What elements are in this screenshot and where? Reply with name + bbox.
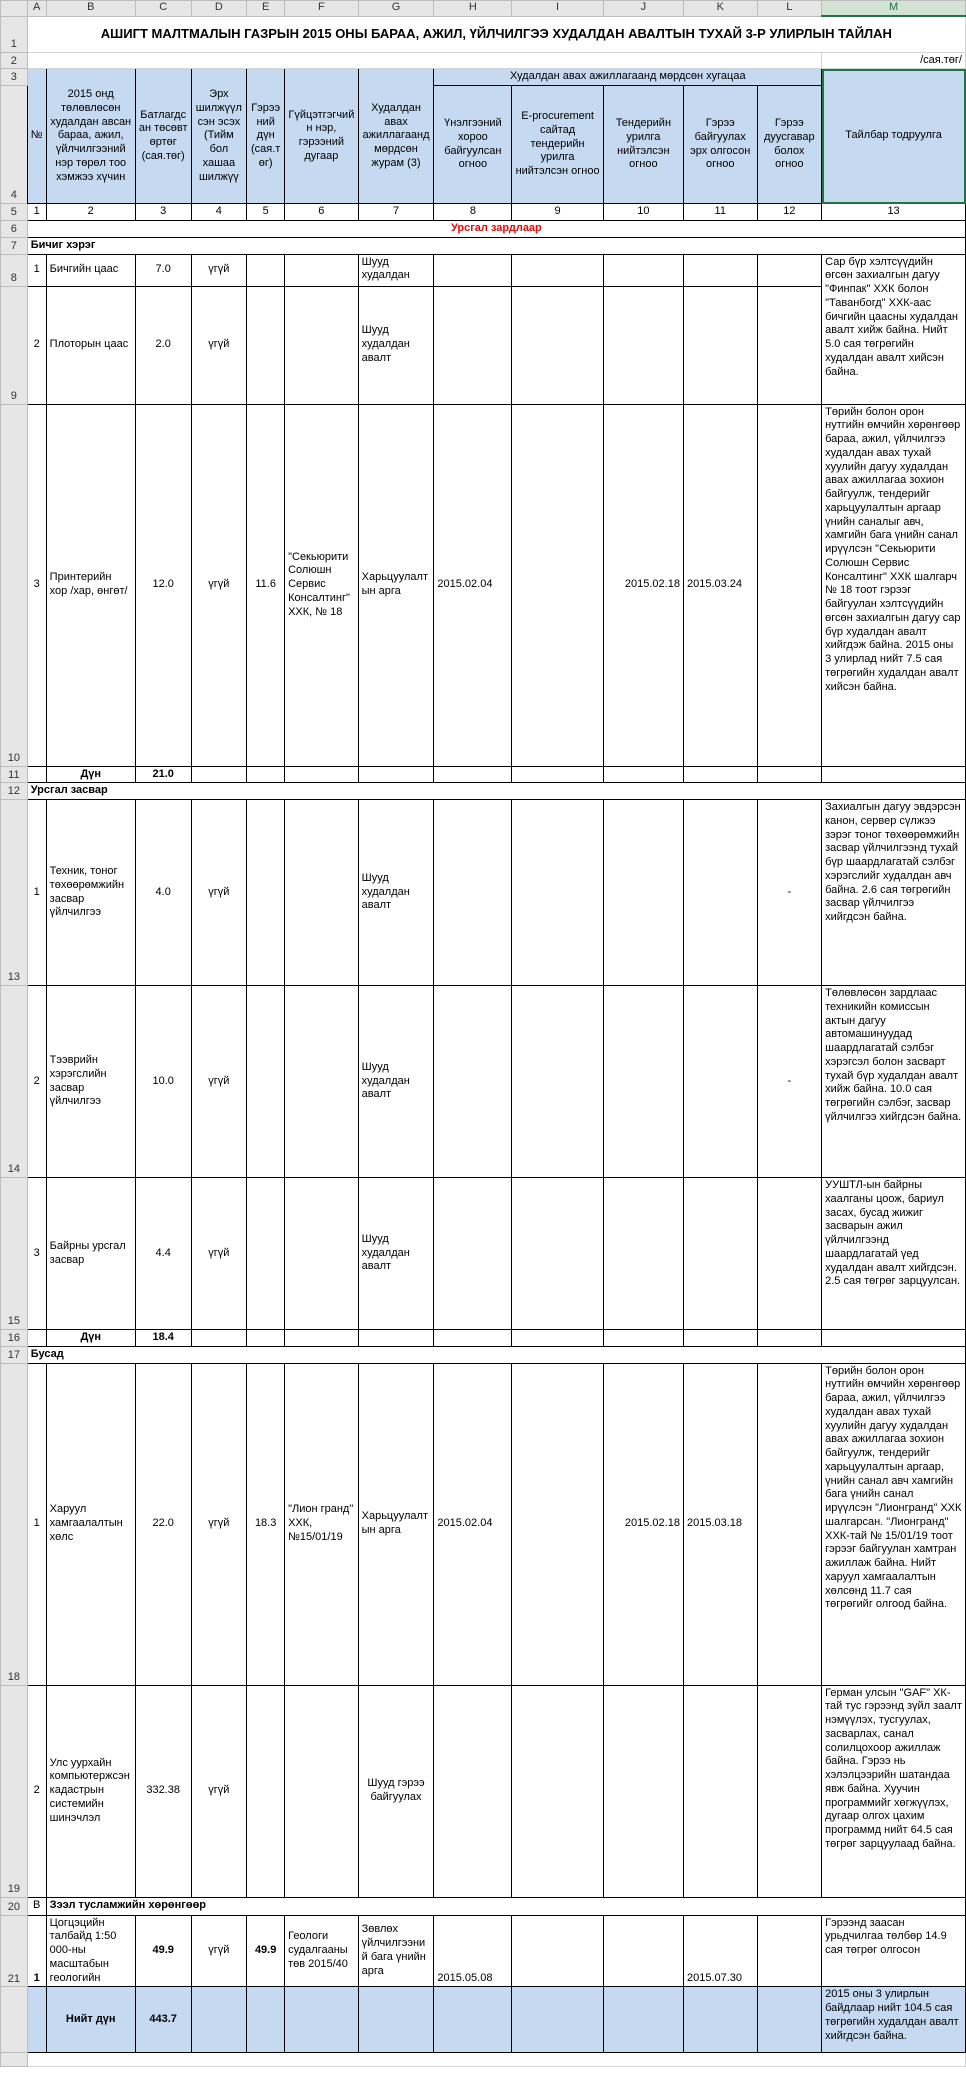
header-no[interactable]: № [27,69,46,204]
row-header[interactable]: 15 [1,1178,28,1330]
unit-label[interactable]: /сая.төг/ [822,52,966,69]
subtotal-value[interactable]: 18.4 [135,1330,191,1347]
empty-cell[interactable] [358,1987,434,2053]
empty-cell[interactable] [683,766,757,783]
row-header[interactable]: 18 [1,1363,28,1685]
empty-cell[interactable] [285,1987,359,2053]
empty-cell[interactable] [757,1685,822,1897]
empty-cell[interactable] [247,986,285,1178]
contractor[interactable]: "Секьюрити Солюшн Сервис Консалтинг" ХХК, № 18 [285,404,359,766]
empty-cell[interactable] [285,1178,359,1330]
empty-cell[interactable] [683,1330,757,1347]
row-no[interactable]: 1 [27,800,46,986]
procedure[interactable]: Шууд худалдан [358,254,434,286]
contractor[interactable]: "Лион гранд" ХХК, №15/01/19 [285,1363,359,1685]
empty-cell[interactable] [191,1987,247,2053]
empty-cell[interactable] [434,800,512,986]
column-header[interactable]: K [683,1,757,17]
header-eprocurement-date[interactable]: E-procurement сайтад тендерийн урилга нийтэлсэн огноо [512,86,603,204]
item-name[interactable]: Принтерийн хор /хар, өнгөт/ [46,404,135,766]
empty-cell[interactable] [285,986,359,1178]
column-header[interactable]: D [191,1,247,17]
empty-cell[interactable] [27,52,821,69]
empty-cell[interactable] [603,1987,683,2053]
header-item-name[interactable]: 2015 онд төлөвлөсөн худалдан авсан бараа, ажил, үйлчилгээний нэр төрөл тоо хэмжээ хүчин [46,69,135,204]
contract-right-date[interactable]: 2015.03.18 [683,1363,757,1685]
procedure[interactable]: Шууд худалдан авалт [358,986,434,1178]
empty-cell[interactable] [757,1987,822,2053]
column-number[interactable]: 4 [191,204,247,221]
empty-cell[interactable] [603,286,683,404]
empty-cell[interactable] [603,1685,683,1897]
column-header-row [1,1,966,17]
item-name[interactable]: Улс уурхайн компьютержсэн кадастрын системийн шинэчлэл [46,1685,135,1897]
empty-cell[interactable] [434,1987,512,2053]
procedure[interactable]: Харьцуулалтын арга [358,404,434,766]
header-tender-date[interactable]: Тендерийн урилга нийтэлсэн огноо [603,86,683,204]
note[interactable]: Төрийн болон орон нутгийн өмчийн хөрөнгөөр бараа, ажил, үйлчилгээ худалдан авах тухай хуулийн дагуу худалдан авах ажиллагаа зохион байгуулж, тендерийг харьцуулалтын аргаар үнийн саналыг авч, хамгийн бага үнийн санал ирүүлсэн "Секьюрити Солюшн Сервис Консалтинг" ХХК шалгарч № 18 тоот гэрээг байгуулан хэлтсүүдийн өгсөн захиалгын дагуу сар бүр худалдан авалт хийгдэж байна. 2015 оны 3 улирлад нийт 7.5 сая төгрөгийн худалдан авалт хийсэн байна. [822,404,966,766]
empty-cell[interactable] [27,766,46,783]
header-contractor[interactable]: Гүйцэтгэгчийн нэр, гэрээний дугаар [285,69,359,204]
empty-cell[interactable] [27,1330,46,1347]
column-header[interactable]: G [358,1,434,17]
item-name[interactable]: Байрны урсгал засвар [46,1178,135,1330]
contract-right-date[interactable]: 2015.03.24 [683,404,757,766]
empty-cell[interactable] [683,286,757,404]
empty-cell[interactable] [512,766,603,783]
contractor[interactable]: Геологи судалгааны төв 2015/40 [285,1915,359,1987]
header-timeline-group[interactable]: Худалдан авах ажиллагаанд мөрдсөн хугацаа [434,69,822,86]
note[interactable]: Төрийн болон орон нутгийн өмчийн хөрөнгөөр бараа, ажил, үйлчилгээ худалдан авах тухай хуулийн дагуу худалдан авах ажиллагаа зохион байгуулж, тендерийг харьцуулалтын аргаар, үнийн санал авч хамгийн бага үнийн санал ирүүлсэн "Лионгранд" ХХК шалгарсан. "Лионгранд" ХХК-тай № 15/01/19 тоот гэрээг байгуулан хамтран ажиллаж байна. Нийт харуул хамгаалалтын хөлсөнд 11.7 сая төгрөгийг олгоод байна. [822,1363,966,1685]
row-no[interactable]: 3 [27,404,46,766]
empty-cell[interactable] [683,986,757,1178]
row-header[interactable] [1,2053,28,2067]
note[interactable]: Захиалгын дагуу эвдэрсэн канон, сервер сүлжээ зэрэг тоног төхөөрөмжийн засвар үйлчилгээнд тухай бүр шаардлагатай сэлбэг хэрэгслийг худалдан авч байна. 2.6 сая төгрөгийн засвар үйлчилгээ хийгдсэн байна. [822,800,966,986]
empty-cell[interactable] [247,1987,285,2053]
column-header[interactable]: A [27,1,46,17]
column-number[interactable]: 12 [757,204,822,221]
row-header[interactable]: 20 [1,1897,28,1915]
row-header[interactable]: 5 [1,204,28,221]
row-header[interactable]: 3 [1,69,28,86]
row-header[interactable]: 2 [1,52,28,69]
empty-cell[interactable] [285,1330,359,1347]
empty-cell[interactable] [191,1330,247,1347]
empty-cell[interactable] [247,1330,285,1347]
section-repairs[interactable]: Урсгал засвар [27,783,965,800]
empty-cell[interactable] [757,404,822,766]
row-header[interactable]: 6 [1,220,28,237]
column-header[interactable]: J [603,1,683,17]
item-name[interactable]: Плоторын цаас [46,286,135,404]
empty-cell[interactable] [683,800,757,986]
row-header[interactable]: 8 [1,254,28,286]
empty-cell[interactable] [247,1178,285,1330]
empty-cell[interactable] [247,800,285,986]
procedure[interactable]: Шууд худалдан авалт [358,286,434,404]
column-number[interactable]: 8 [434,204,512,221]
committee-date[interactable]: 2015.05.08 [434,1915,512,1987]
empty-cell[interactable] [757,1178,822,1330]
row-no[interactable]: 2 [27,986,46,1178]
column-number[interactable]: 10 [603,204,683,221]
approved-budget[interactable]: 332.38 [135,1685,191,1897]
note[interactable]: Сар бүр хэлтсүүдийн өгсөн захиалгын дагуу "Финпак" ХХК болон "Таванбогд" ХХК-аас бичгийн цаасны худалдан авалт хийж байна. Нийт 5.0 сая төгрөгийн худалдан авалт хийсэн байна. [822,254,966,404]
column-header[interactable]: I [512,1,603,17]
empty-cell[interactable] [434,1330,512,1347]
item-name[interactable]: Цогцэцийн талбайд 1:50 000-ны масштабын геологийн [46,1915,135,1987]
header-approved-budget[interactable]: Батлагдсан төсөвт өртөг (сая.төг) [135,69,191,204]
subtotal-label[interactable]: Дүн [46,766,135,783]
empty-cell[interactable] [358,1330,434,1347]
approved-budget[interactable]: 7.0 [135,254,191,286]
procedure[interactable]: Зөвлөх үйлчилгээний бага үнийн арга [358,1915,434,1987]
contract-amount[interactable]: 49.9 [247,1915,285,1987]
column-number[interactable]: 9 [512,204,603,221]
empty-cell[interactable] [434,986,512,1178]
row-header[interactable]: 19 [1,1685,28,1897]
right-transfer[interactable]: үгүй [191,1178,247,1330]
empty-cell[interactable] [512,286,603,404]
header-committee-date[interactable]: Үнэлгээний хороо байгуулсан огноо [434,86,512,204]
select-all-corner[interactable] [1,1,28,17]
empty-cell[interactable] [757,1363,822,1685]
approved-budget[interactable]: 4.4 [135,1178,191,1330]
header-contract-end-date[interactable]: Гэрээ дуусгавар болох огноо [757,86,822,204]
right-transfer[interactable]: үгүй [191,404,247,766]
dash[interactable]: - [757,986,822,1178]
subtotal-value[interactable]: 21.0 [135,766,191,783]
empty-cell[interactable] [822,1330,966,1347]
grand-total-note[interactable]: 2015 оны 3 улирлын байдлаар нийт 104.5 сая төгрөгийн худалдан авалт хийгдсэн байна. [822,1987,966,2053]
right-transfer[interactable]: үгүй [191,254,247,286]
empty-cell[interactable] [434,254,512,286]
right-transfer[interactable]: үгүй [191,1915,247,1987]
committee-date[interactable]: 2015.02.04 [434,404,512,766]
right-transfer[interactable]: үгүй [191,286,247,404]
column-number[interactable]: 7 [358,204,434,221]
row-header[interactable]: 11 [1,766,28,783]
section-current-expenses[interactable]: Урсгал зардлаар [27,220,965,237]
empty-cell[interactable] [512,1915,603,1987]
column-number[interactable]: 3 [135,204,191,221]
row-header[interactable]: 16 [1,1330,28,1347]
empty-cell[interactable] [285,800,359,986]
column-header[interactable]: E [247,1,285,17]
contract-amount[interactable]: 18.3 [247,1363,285,1685]
report-title[interactable]: АШИГТ МАЛТМАЛЫН ГАЗРЫН 2015 ОНЫ БАРАА, АЖИЛ, ҮЙЛЧИЛГЭЭ ХУДАЛДАН АВАЛТЫН ТУХАЙ 3-Р УЛИРЛЫН ТАЙЛАН [27,16,965,52]
row-no[interactable]: 2 [27,286,46,404]
section-office-supplies[interactable]: Бичиг хэрэг [27,237,965,254]
empty-cell[interactable] [247,254,285,286]
column-header[interactable]: B [46,1,135,17]
column-header[interactable]: H [434,1,512,17]
row-header[interactable]: 21 [1,1915,28,1987]
empty-cell[interactable] [683,1178,757,1330]
row-header[interactable]: 17 [1,1346,28,1363]
column-header-selected[interactable]: M [822,1,966,17]
empty-cell[interactable] [512,404,603,766]
row-no[interactable]: 2 [27,1685,46,1897]
column-number[interactable]: 6 [285,204,359,221]
item-name[interactable]: Техник, тоног төхөөрөмжийн засвар үйлчилгээ [46,800,135,986]
empty-cell[interactable] [358,766,434,783]
empty-cell[interactable] [603,986,683,1178]
empty-cell[interactable] [603,800,683,986]
column-number[interactable]: 5 [247,204,285,221]
note[interactable]: Төлөвлөсөн зардлаас техникийн комиссын актын дагуу автомашинуудад шаардлагатай сэлбэг хэрэгсэл болон засварт тухай бүр худалдан авалт хийж байна. 10.0 сая төгрөгийн сэлбэг, засвар үйлчилгээ хийгдсэн байна. [822,986,966,1178]
committee-date[interactable]: 2015.02.04 [434,1363,512,1685]
row-header[interactable]: 4 [1,86,28,204]
procedure[interactable]: Шууд гэрээ байгуулах [358,1685,434,1897]
row-header[interactable]: 1 [1,16,28,52]
row-header[interactable]: 10 [1,404,28,766]
tender-date[interactable]: 2015.02.18 [603,1363,683,1685]
empty-cell[interactable] [512,986,603,1178]
approved-budget[interactable]: 2.0 [135,286,191,404]
grand-total-label[interactable]: Нийт дүн [46,1987,135,2053]
item-name[interactable]: Бичгийн цаас [46,254,135,286]
row-no[interactable]: 3 [27,1178,46,1330]
row-header[interactable]: 9 [1,286,28,404]
tender-date[interactable]: 2015.02.18 [603,404,683,766]
right-transfer[interactable]: үгүй [191,800,247,986]
column-header[interactable]: C [135,1,191,17]
row-header[interactable]: 12 [1,783,28,800]
section-loan-funds[interactable]: Зээл тусламжийн хөрөнгөөр [46,1897,965,1915]
procedure[interactable]: Шууд худалдан авалт [358,800,434,986]
row-header[interactable]: 13 [1,800,28,986]
row-no[interactable]: 1 [27,1363,46,1685]
row-no[interactable]: 1 [27,254,46,286]
empty-cell[interactable] [757,766,822,783]
empty-cell[interactable] [512,254,603,286]
approved-budget[interactable]: 49.9 [135,1915,191,1987]
approved-budget[interactable]: 4.0 [135,800,191,986]
empty-cell[interactable] [603,1915,683,1987]
empty-cell[interactable] [285,254,359,286]
empty-cell[interactable] [191,766,247,783]
empty-cell[interactable] [512,1330,603,1347]
column-number[interactable]: 1 [27,204,46,221]
empty-cell[interactable] [285,286,359,404]
header-contract-right-date[interactable]: Гэрээ байгуулах эрх олгосон огноо [683,86,757,204]
approved-budget[interactable]: 12.0 [135,404,191,766]
empty-cell[interactable] [757,286,822,404]
item-name[interactable]: Тээврийн хэрэгслийн засвар үйлчилгээ [46,986,135,1178]
dash[interactable]: - [757,800,822,986]
note[interactable]: УУШТЛ-ын байрны хаалганы цоож, бариул засах, бусад жижиг засварын ажил үйлчилгээнд шаардлагатай үед худалдан авалт хийгдсэн. 2.5 сая төгрөг зарцуулсан. [822,1178,966,1330]
empty-cell[interactable] [683,1685,757,1897]
column-number[interactable]: 13 [822,204,966,221]
note[interactable]: Гэрээнд заасан урьдчилгаа төлбөр 14.9 сая төгрөг олгосон [822,1915,966,1987]
header-procedure[interactable]: Худалдан авах ажиллагаанд мөрдсөн журам (3) [358,69,434,204]
empty-cell[interactable] [603,766,683,783]
right-transfer[interactable]: үгүй [191,986,247,1178]
contract-amount[interactable]: 11.6 [247,404,285,766]
section-other[interactable]: Бусад [27,1346,965,1363]
approved-budget[interactable]: 10.0 [135,986,191,1178]
right-transfer[interactable]: үгүй [191,1685,247,1897]
empty-cell[interactable] [285,766,359,783]
grand-total-value[interactable]: 443.7 [135,1987,191,2053]
right-transfer[interactable]: үгүй [191,1363,247,1685]
empty-cell[interactable] [247,286,285,404]
empty-cell[interactable] [434,1685,512,1897]
empty-cell[interactable] [822,766,966,783]
procedure[interactable]: Шууд худалдан авалт [358,1178,434,1330]
empty-cell[interactable] [512,1987,603,2053]
empty-cell[interactable] [603,1330,683,1347]
empty-cell[interactable] [603,254,683,286]
header-note[interactable]: Тайлбар тодруулга [822,69,966,204]
empty-cell[interactable] [757,1330,822,1347]
column-number[interactable]: 11 [683,204,757,221]
empty-cell[interactable] [757,254,822,286]
column-header[interactable]: F [285,1,359,17]
row-header[interactable]: 14 [1,986,28,1178]
row-header[interactable]: 7 [1,237,28,254]
column-number[interactable]: 2 [46,204,135,221]
empty-cell[interactable] [603,1178,683,1330]
empty-cell[interactable] [247,766,285,783]
note[interactable]: Герман улсын "GAF" ХК-тай тус гэрээнд зүйл заалт нэмүүлэх, тусгуулах, засварлах, санал солилцохоор ажиллаж байна. Гэрээ нь хэлэлцээрийн шатандаа явж байна. Хуучин программийг хөгжүүлэх, дугаар олгох цахим программд нийт 64.5 сая төгрөг зарцуулаад байна. [822,1685,966,1897]
item-name[interactable]: Харуул хамгаалалтын хөлс [46,1363,135,1685]
empty-cell[interactable] [512,1685,603,1897]
empty-cell[interactable] [512,1178,603,1330]
empty-cell[interactable] [247,1685,285,1897]
empty-cell[interactable] [683,1987,757,2053]
approved-budget[interactable]: 22.0 [135,1363,191,1685]
empty-cell[interactable] [434,286,512,404]
column-header[interactable]: L [757,1,822,17]
empty-cell[interactable] [27,1987,46,2053]
empty-cell[interactable] [434,766,512,783]
row-header[interactable] [1,1987,28,2053]
empty-cell[interactable] [512,1363,603,1685]
empty-cell[interactable] [434,1178,512,1330]
header-contract-amount[interactable]: Гэрээний дүн (сая.төг) [247,69,285,204]
empty-cell[interactable] [757,1915,822,1987]
subtotal-label[interactable]: Дүн [46,1330,135,1347]
empty-cell[interactable] [683,254,757,286]
row-no[interactable]: 1 [27,1915,46,1987]
contract-right-date[interactable]: 2015.07.30 [683,1915,757,1987]
section-letter[interactable]: В [27,1897,46,1915]
header-right-transfer[interactable]: Эрх шилжүүлсэн эсэх (Тийм бол хашаа шилжүү [191,69,247,204]
empty-cell[interactable] [512,800,603,986]
empty-cell[interactable] [285,1685,359,1897]
procedure[interactable]: Харьцуулалтын арга [358,1363,434,1685]
empty-cell[interactable] [27,2053,965,2067]
